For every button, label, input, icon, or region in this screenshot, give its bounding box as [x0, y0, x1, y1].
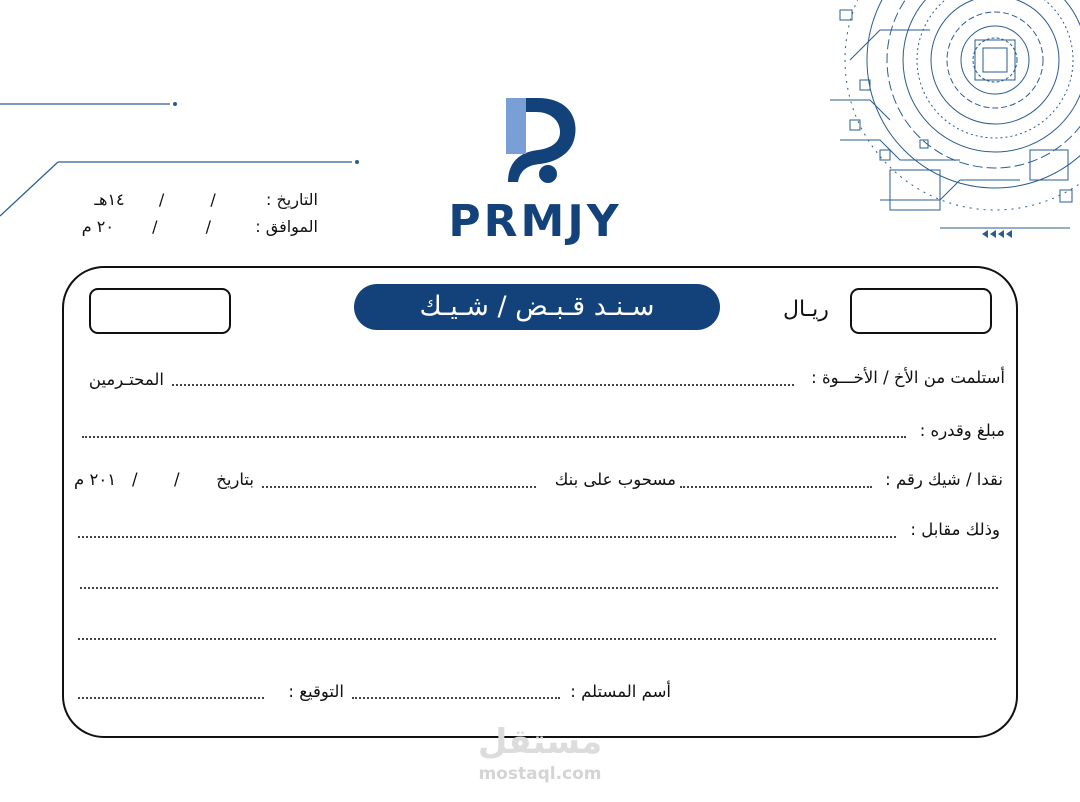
amount-label: مبلغ وقدره :	[919, 421, 1005, 440]
hijri-year-suffix: ١٤هـ	[94, 190, 125, 209]
watermark-arabic: مستقل	[477, 722, 603, 762]
receipt-title: سـنـد قـبـض / شـيـك	[354, 284, 720, 330]
date-separator: /	[158, 190, 165, 209]
amount-box[interactable]	[850, 288, 992, 334]
currency-label: ريـال	[783, 297, 829, 322]
received-from-field[interactable]	[172, 384, 794, 386]
signature-label: التوقيع :	[288, 682, 344, 701]
date-separator: /	[210, 190, 216, 209]
drawn-on-label: مسحوب على بنك	[554, 470, 676, 489]
gregorian-date-row	[81, 217, 318, 236]
number-box[interactable]	[89, 288, 231, 334]
receiver-name-field[interactable]	[352, 697, 560, 699]
bank-name-field[interactable]	[262, 486, 536, 488]
date-separator: /	[152, 217, 158, 236]
date-separator: /	[174, 470, 180, 489]
brand-wordmark: PRMJY	[448, 196, 622, 247]
received-from-suffix: المحتـرمين	[88, 370, 164, 389]
cheque-date-suffix: ٢٠١ م	[74, 470, 117, 489]
receiver-name-label: أسم المستلم :	[570, 682, 671, 701]
circuit-decoration	[820, 0, 1080, 250]
received-from-label: أستلمت من الأخ / الأخـــوة :	[811, 368, 1005, 387]
logo-mark-icon	[490, 92, 590, 192]
hijri-date-label: التاريخ :	[265, 190, 318, 209]
cash-cheque-label: نقدا / شيك رقم :	[885, 470, 1003, 489]
extra-line-field[interactable]	[80, 587, 998, 589]
date-separator: /	[132, 470, 138, 489]
against-label: وذلك مقابل :	[910, 520, 1000, 539]
against-field[interactable]	[78, 536, 896, 538]
extra-line-field[interactable]	[78, 638, 996, 640]
amount-words-field[interactable]	[82, 436, 906, 438]
cheque-date-label: بتاريخ	[216, 470, 254, 489]
gregorian-year-suffix: ٢٠ م	[81, 217, 114, 236]
hijri-date-row	[90, 190, 318, 209]
watermark-latin: mostaql.com	[478, 764, 602, 784]
receipt-card	[62, 266, 1018, 738]
date-separator: /	[205, 217, 212, 236]
gregorian-date-label: الموافق :	[255, 217, 318, 236]
cheque-number-field[interactable]	[680, 486, 872, 488]
signature-field[interactable]	[78, 697, 264, 699]
